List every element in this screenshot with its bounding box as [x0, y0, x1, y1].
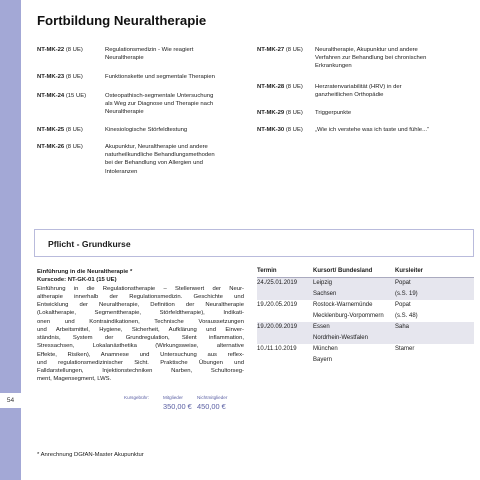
module-code: NT-MK-22 (8 UE) — [37, 47, 83, 53]
schedule-place: Bayern — [313, 357, 333, 363]
course-text-line: onen und Kontraindikationen, Technische Voraussetzungen — [37, 318, 244, 325]
course-text-line: Falldarstellungen, Injektionstechniken Narben, Schultorseg- — [37, 368, 244, 374]
section-box — [34, 229, 474, 257]
schedule-header — [257, 266, 474, 278]
course-description — [37, 268, 244, 384]
course-text-line: Stressachsen, Lokalanästhetika (Wirkungsweise, alternative — [37, 343, 244, 350]
module-title-line: Erkrankungen — [315, 63, 352, 70]
module-title-line: ganzheitlichen Orthopädie — [315, 92, 384, 99]
course-text-line: ständnis, System der Grundregulation, Silent inflammation, — [37, 335, 244, 341]
module-title-line: Kinesiologische Störfeldtestung — [105, 127, 188, 133]
footnote: * Anrechnung DGfAN-Master Akupunktur — [37, 452, 144, 458]
price-nonmembers: 450,00 € — [197, 402, 226, 411]
page-number: 54 — [0, 393, 21, 408]
schedule-place: Sachsen — [313, 291, 337, 297]
course-text-line: (Lokaltherapie, Segmenttherapie, Störfeldtherapie), Indikati- — [37, 310, 244, 317]
header-leader: Kursleiter — [395, 268, 424, 274]
course-text-line: altherapie innerhalb der Regulationsmedizin. Geschichte und — [37, 293, 244, 300]
schedule-leader: Stamer — [395, 346, 415, 352]
module-title-line: „Wie ich verstehe was ich taste und fühle...“ — [315, 127, 429, 133]
schedule-row — [257, 322, 474, 344]
module-title-line: Akupunktur, Neuraltherapie und andere — [105, 144, 208, 150]
schedule-place: München — [313, 346, 338, 352]
course-text-line: Entwicklung der Neuraltherapie, Definition der Neuraltherapie — [37, 302, 244, 308]
module-code: NT-MK-29 (8 UE) — [257, 110, 303, 116]
schedule-place: Nordrhein-Westfalen — [313, 335, 368, 341]
module-code: NT-MK-24 (15 UE) — [37, 93, 87, 99]
course-text — [37, 285, 244, 384]
module-title-line: als Weg zur Diagnose und Therapie nach — [105, 101, 214, 108]
module-title-line: Herzratenvariabilität (HRV) in der — [315, 84, 402, 90]
module-title-line: Regulationsmedizin - Wie reagiert — [105, 47, 194, 53]
price-label: Kursgebühr: — [124, 395, 150, 400]
module-title-line: Funktionskette und segmentale Therapien — [105, 74, 215, 80]
module-code: NT-MK-27 (8 UE) — [257, 47, 303, 53]
course-text-line: und Arbeitsmittel, Hygiene, Sicherheit, Aufklärung und Einver- — [37, 326, 244, 333]
sidebar-stripe — [0, 0, 21, 480]
module-code: NT-MK-30 (8 UE) — [257, 127, 303, 133]
schedule-leader: Saha — [395, 324, 410, 330]
schedule-place: Leipzig — [313, 280, 333, 286]
section-title: Pflicht - Grundkurse — [48, 239, 131, 249]
schedule-date: 10./11.10.2019 — [257, 346, 297, 352]
module-title-line: naturheilkundliche Behandlungsmethoden — [105, 152, 215, 159]
module-title-line: Neuraltherapie — [105, 55, 144, 62]
price-nonmembers-label: Nichtmitglieder — [197, 395, 228, 400]
module-title-line: Neuraltherapie — [105, 109, 144, 116]
course-text-line: und regulationsmedizinischer Sicht. Praktische Übungen und — [37, 359, 244, 366]
module-code: NT-MK-23 (8 UE) — [37, 74, 83, 80]
module-title-line: Intoleranzen — [105, 168, 138, 175]
price-members: 350,00 € — [163, 402, 192, 411]
module-title-line: bei der Behandlung von Allergien und — [105, 160, 203, 167]
schedule-place: Rostock-Warnemünde — [313, 302, 373, 308]
module-title-line: Triggerpunkte — [315, 110, 352, 116]
module-code: NT-MK-28 (8 UE) — [257, 84, 303, 90]
page-title: Fortbildung Neuraltherapie — [37, 13, 207, 28]
module-title-line: Neuraltherapie, Akupunktur und andere — [315, 47, 418, 53]
schedule-place: Essen — [313, 324, 330, 330]
schedule-date: 19./20.09.2019 — [257, 324, 298, 330]
header-date: Termin — [257, 268, 277, 274]
course-text-line: ment, Magensegment, LWS. — [37, 376, 112, 383]
course-name: Einführung in die Neuraltherapie * — [37, 269, 133, 275]
schedule-place: Mecklenburg-Vorpommern — [313, 313, 384, 319]
module-title-line: Osteopathisch-segmentale Untersuchung — [105, 93, 214, 99]
module-code: NT-MK-26 (8 UE) — [37, 144, 83, 150]
schedule-row — [257, 278, 474, 300]
schedule-leader: (s.S. 19) — [395, 291, 418, 297]
course-text-line: Effekte, Risiken), Anamnese und Untersuchung aus reflex- — [37, 351, 244, 358]
course-code: Kurscode: NT-GK-01 (15 UE) — [37, 277, 117, 284]
schedule-table — [257, 266, 474, 366]
schedule-leader: (s.S. 48) — [395, 313, 418, 319]
module-title-line: Verfahren zur Behandlung bei chronischen — [315, 55, 427, 62]
schedule-date: 19./20.05.2019 — [257, 302, 298, 308]
schedule-date: 24./25.01.2019 — [257, 280, 298, 286]
schedule-leader: Popat — [395, 302, 411, 308]
schedule-row — [257, 344, 474, 366]
header-place: Kursort/ Bundesland — [313, 268, 373, 274]
price-members-label: Mitglieder — [163, 395, 183, 400]
course-text-line: Einführung in die Regulationstherapie – Stellenwert der Neur- — [37, 285, 244, 292]
schedule-row — [257, 300, 474, 322]
schedule-leader: Popat — [395, 280, 411, 286]
module-code: NT-MK-25 (8 UE) — [37, 127, 83, 133]
